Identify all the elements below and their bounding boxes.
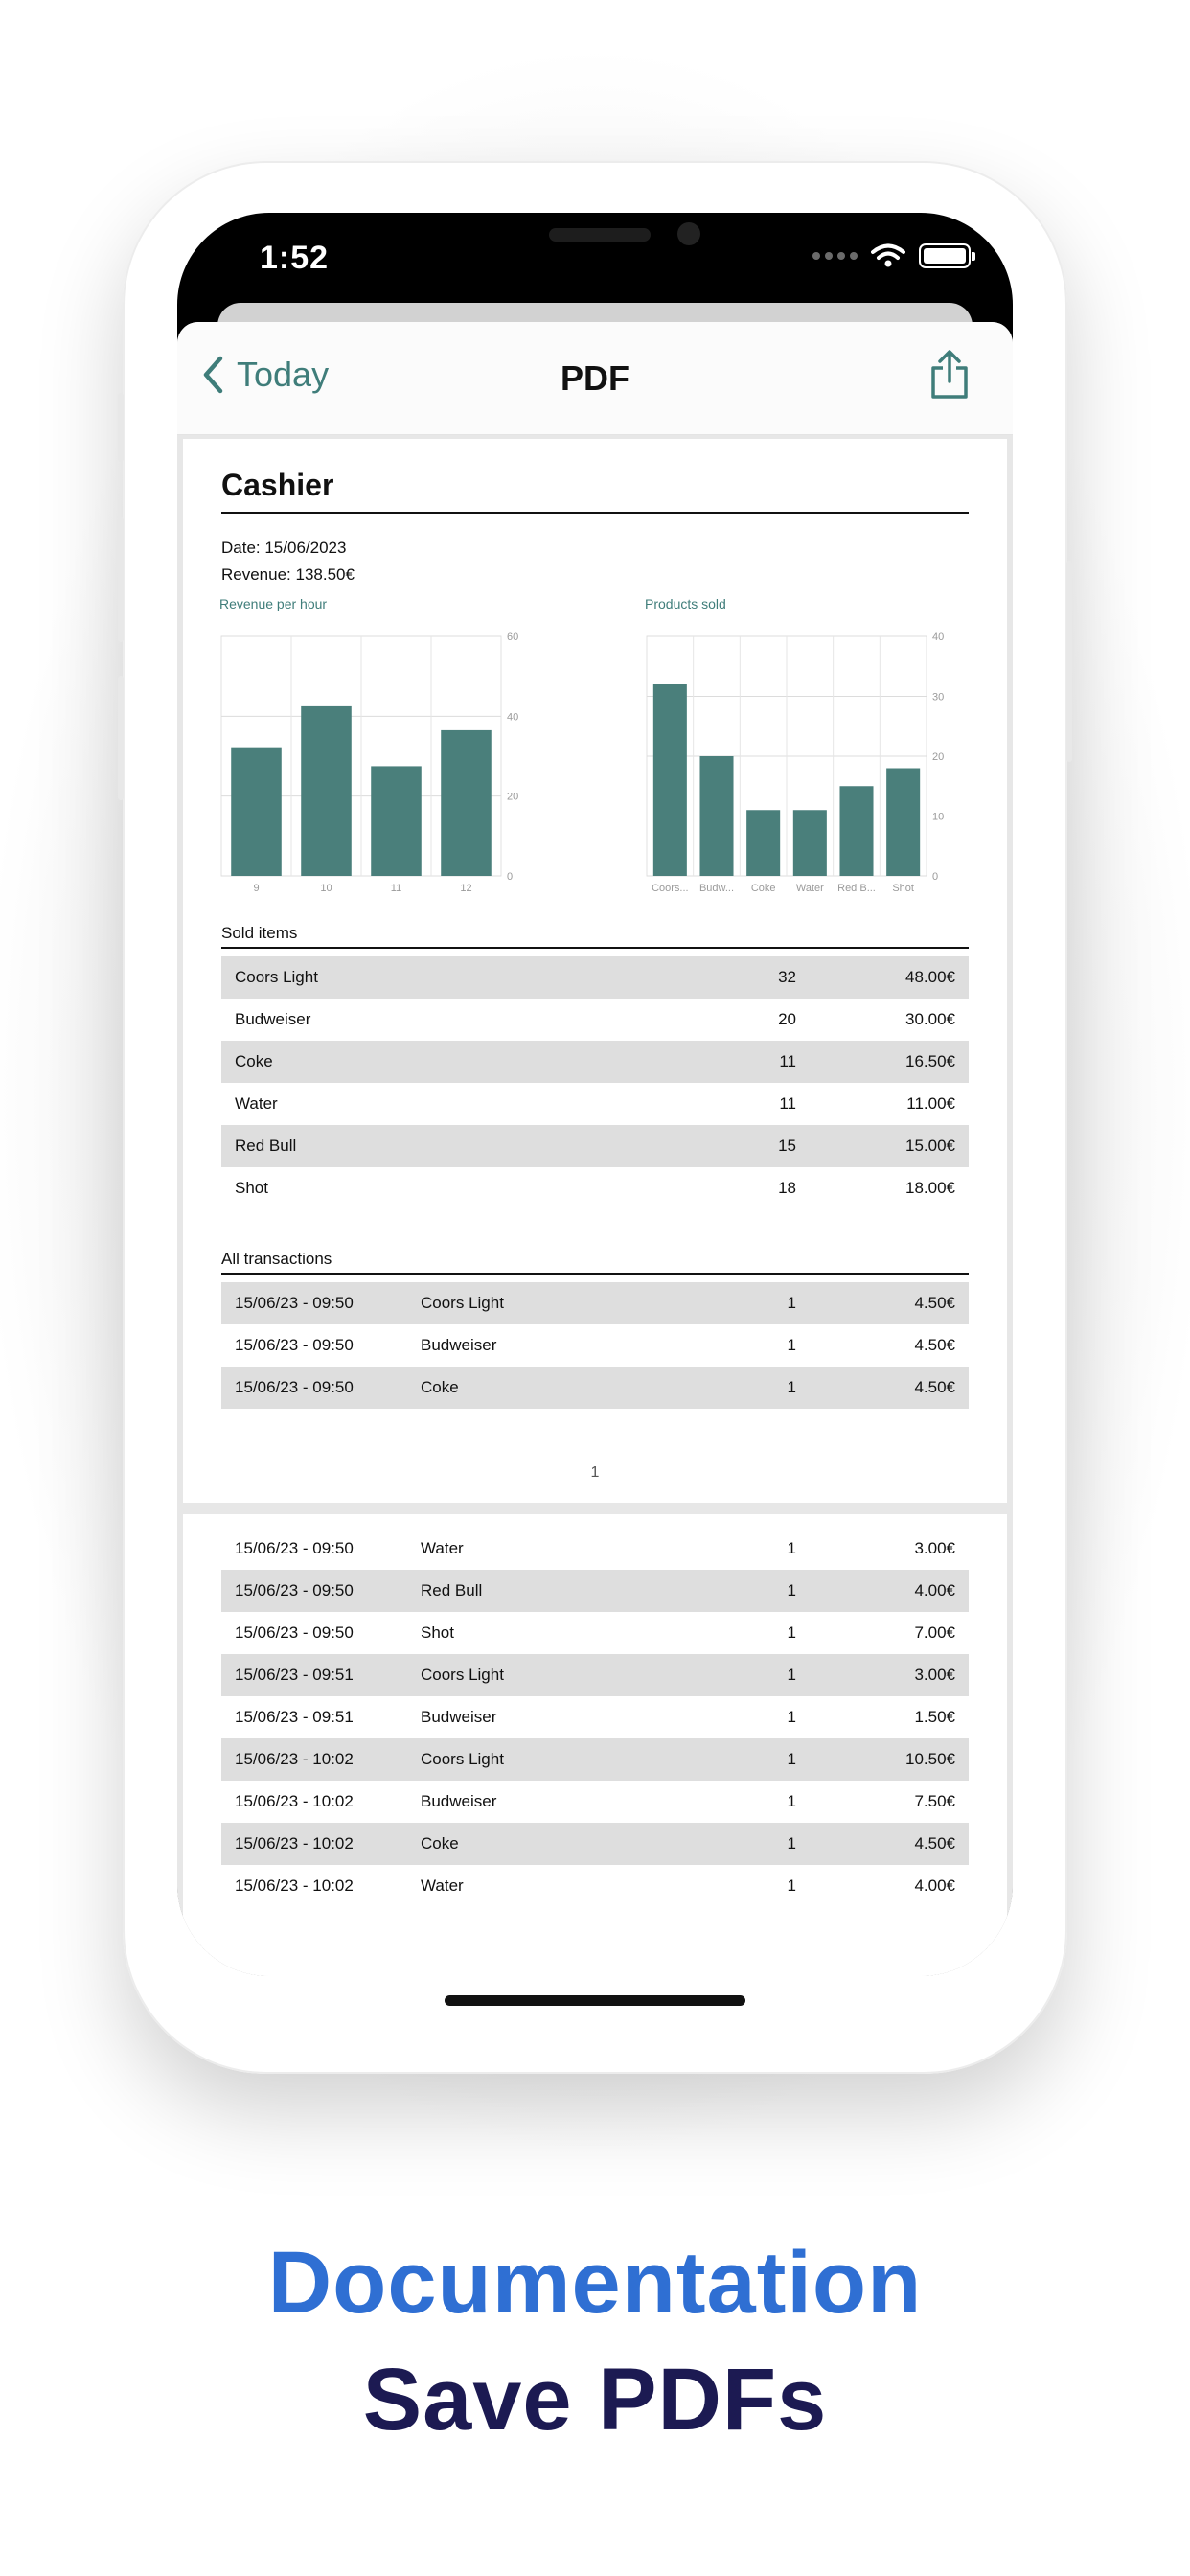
item-name: Budweiser [235,1010,311,1028]
item-quantity: 11 [779,1052,796,1070]
chart-title: Products sold [645,596,726,611]
item-name: Shot [235,1179,268,1197]
table-row [221,1570,969,1612]
table-row [221,1282,969,1324]
item-total: 11.00€ [906,1094,955,1113]
phone-screen [177,213,1013,1976]
bar [839,786,873,876]
item-quantity: 11 [779,1094,796,1113]
x-tick-label: 12 [460,883,472,894]
transaction-amount: 3.00€ [914,1666,955,1684]
transaction-amount: 10.50€ [905,1750,955,1768]
transaction-quantity: 1 [787,1666,796,1684]
transaction-date: 15/06/23 - 09:51 [235,1708,354,1726]
transaction-quantity: 1 [787,1378,796,1396]
products-sold-chart [633,588,978,910]
share-button[interactable] [928,349,971,405]
y-tick-label: 10 [932,811,945,823]
transaction-amount: 4.50€ [914,1336,955,1354]
x-tick-label: 9 [253,883,260,894]
transaction-product: Budweiser [421,1792,497,1810]
table-row [221,1865,969,1907]
bar [793,810,827,876]
x-tick-label: Budw... [698,883,735,894]
transaction-quantity: 1 [787,1336,796,1354]
marketing-headline: Documentation [267,2234,923,2332]
table-row [221,1738,969,1781]
marketing-subheadline: Save PDFs [362,2351,828,2449]
bar [371,766,422,876]
table-row [221,1041,969,1083]
table-row [221,999,969,1041]
front-camera [677,222,700,245]
side-button-volume-up [118,518,124,642]
status-time: 1:52 [260,240,330,276]
table-row [221,1823,969,1865]
chart-title: Revenue per hour [219,596,328,611]
transaction-product: Coors Light [421,1750,504,1768]
transaction-amount: 4.50€ [914,1834,955,1852]
side-button-mute [118,393,124,462]
transaction-quantity: 1 [787,1294,796,1312]
table-row [221,1696,969,1738]
y-tick-label: 0 [932,871,939,883]
x-tick-label: 11 [390,883,402,894]
x-tick-label: 10 [320,883,332,894]
pdf-viewer[interactable] [177,435,1013,1976]
transaction-date: 15/06/23 - 09:50 [235,1336,354,1354]
item-total: 18.00€ [905,1179,955,1197]
x-tick-label: Coors... [652,883,689,894]
report-revenue: Revenue: 138.50€ [221,565,355,584]
transaction-quantity: 1 [787,1539,796,1557]
table-row [221,1612,969,1654]
item-total: 30.00€ [905,1010,955,1028]
back-button-label: Today [237,355,330,394]
transaction-amount: 1.50€ [914,1708,955,1726]
transaction-product: Coors Light [421,1294,504,1312]
y-tick-label: 30 [932,691,945,703]
transaction-product: Shot [421,1623,454,1642]
revenue-per-hour-chart [208,588,553,910]
item-name: Coors Light [235,968,318,986]
x-tick-label: Shot [892,883,914,894]
item-name: Red Bull [235,1137,297,1155]
transaction-amount: 4.00€ [914,1876,955,1895]
navigation-bar [177,322,1013,435]
item-quantity: 20 [778,1010,796,1028]
bar [441,730,492,876]
transaction-quantity: 1 [787,1708,796,1726]
transaction-quantity: 1 [787,1623,796,1642]
transaction-date: 15/06/23 - 10:02 [235,1876,354,1895]
table-row [221,1367,969,1409]
item-total: 48.00€ [905,968,955,986]
table-row [221,1083,969,1125]
status-icons [812,243,971,268]
y-tick-label: 20 [932,751,945,763]
transaction-date: 15/06/23 - 09:50 [235,1623,354,1642]
transaction-quantity: 1 [787,1750,796,1768]
pdf-sheet [177,322,1013,1976]
sold-items-label: Sold items [221,924,298,942]
title-rule [221,512,969,514]
item-name: Water [235,1094,278,1113]
x-tick-label: Red B... [837,883,876,894]
transaction-date: 15/06/23 - 09:50 [235,1581,354,1599]
report-date: Date: 15/06/2023 [221,539,347,557]
bar [653,684,687,876]
sold-items-rule [221,947,969,949]
pdf-page-1 [183,439,1007,1503]
transaction-product: Red Bull [421,1581,483,1599]
home-indicator[interactable] [445,1995,745,2006]
item-name: Coke [235,1052,273,1070]
transaction-quantity: 1 [787,1834,796,1852]
transaction-date: 15/06/23 - 10:02 [235,1834,354,1852]
transaction-amount: 4.50€ [914,1378,955,1396]
transaction-product: Budweiser [421,1708,497,1726]
transaction-amount: 4.50€ [914,1294,955,1312]
pdf-page-2 [183,1514,1007,1976]
page-number: 1 [590,1464,600,1481]
table-row [221,1324,969,1367]
notch [386,213,804,272]
y-tick-label: 0 [507,871,514,883]
transaction-quantity: 1 [787,1792,796,1810]
transaction-product: Water [421,1539,464,1557]
table-row [221,1125,969,1167]
transaction-quantity: 1 [787,1876,796,1895]
transaction-date: 15/06/23 - 10:02 [235,1750,354,1768]
signal-icon [812,252,858,260]
bar [886,769,920,877]
table-row [221,1654,969,1696]
transaction-product: Coke [421,1834,459,1852]
page-title: PDF [561,358,629,398]
item-quantity: 15 [778,1137,796,1155]
y-tick-label: 20 [507,791,519,803]
item-total: 16.50€ [905,1052,955,1070]
transaction-date: 15/06/23 - 09:50 [235,1378,354,1396]
wifi-icon [871,243,905,268]
side-button-volume-down [118,676,124,800]
item-total: 15.00€ [905,1137,955,1155]
transaction-amount: 3.00€ [914,1539,955,1557]
transaction-product: Coors Light [421,1666,504,1684]
table-row [221,956,969,999]
transaction-amount: 7.00€ [914,1623,955,1642]
battery-icon [919,243,971,268]
table-row [221,1167,969,1209]
table-row [221,1781,969,1823]
bar [231,748,282,876]
y-tick-label: 60 [507,632,519,643]
transaction-date: 15/06/23 - 09:51 [235,1666,354,1684]
bar [746,810,780,876]
transaction-product: Coke [421,1378,459,1396]
transaction-product: Budweiser [421,1336,497,1354]
transaction-date: 15/06/23 - 09:50 [235,1539,354,1557]
item-quantity: 32 [778,968,796,986]
transaction-product: Water [421,1876,464,1895]
transaction-date: 15/06/23 - 09:50 [235,1294,354,1312]
table-row [221,1528,969,1570]
revenue-chart-svg [208,588,553,910]
share-icon [928,349,971,401]
x-tick-label: Coke [750,883,776,894]
y-tick-label: 40 [507,711,519,724]
transaction-quantity: 1 [787,1581,796,1599]
item-quantity: 18 [778,1179,796,1197]
side-button-power [1066,561,1072,762]
transaction-date: 15/06/23 - 10:02 [235,1792,354,1810]
transactions-label: All transactions [221,1250,332,1268]
y-tick-label: 40 [932,632,945,643]
report-title: Cashier [221,468,334,502]
transaction-amount: 4.00€ [914,1581,955,1599]
bar [699,756,733,876]
speaker [549,228,651,242]
transaction-amount: 7.50€ [914,1792,955,1810]
products-chart-svg [633,588,978,910]
bar [301,706,352,876]
x-tick-label: Water [795,883,824,894]
transactions-rule [221,1273,969,1275]
